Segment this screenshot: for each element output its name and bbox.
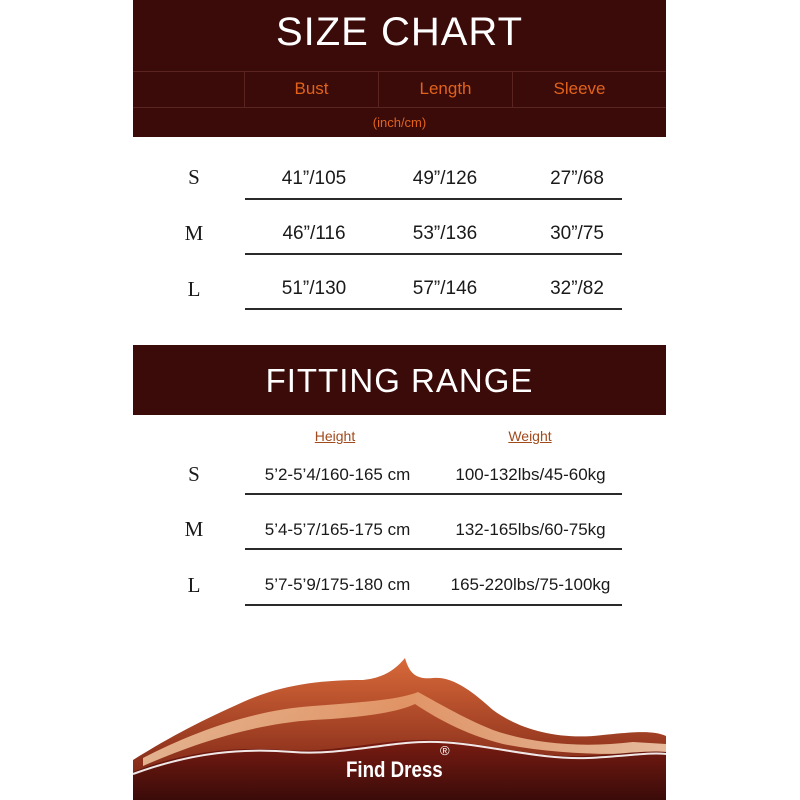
bust-value: 51”/130 — [281, 278, 347, 299]
weight-value: 132-165lbs/60-75kg — [455, 520, 606, 539]
size-label: M — [184, 517, 204, 541]
fitting-range-title: FITTING RANGE — [265, 362, 534, 399]
height-value: 5’2-5’4/160-165 cm — [264, 465, 411, 484]
size-label: S — [188, 462, 200, 486]
column-height: Height — [314, 428, 356, 444]
sleeve-value: 32”/82 — [550, 278, 604, 299]
fitting-range-header — [133, 345, 666, 415]
weight-value: 100-132lbs/45-60kg — [455, 465, 606, 484]
header-divider-top — [133, 71, 666, 72]
sleeve-value: 30”/75 — [550, 223, 604, 244]
size-label: L — [187, 573, 201, 597]
length-value: 49”/126 — [412, 168, 478, 189]
registered-mark: ® — [440, 743, 450, 758]
row-divider — [245, 493, 622, 495]
row-divider — [245, 198, 622, 200]
column-bust: Bust — [294, 79, 329, 98]
length-value: 53”/136 — [412, 223, 478, 244]
height-value: 5’7-5’9/175-180 cm — [264, 575, 411, 594]
unit-note: (inch/cm) — [372, 115, 427, 130]
row-divider — [245, 604, 622, 606]
size-label: M — [184, 221, 204, 245]
size-chart-header — [133, 0, 666, 137]
bust-value: 41”/105 — [281, 168, 347, 189]
brand-logo-text: Find Dress — [346, 757, 443, 782]
row-divider — [245, 308, 622, 310]
header-divider-bottom — [133, 107, 666, 108]
height-value: 5’4-5’7/165-175 cm — [264, 520, 411, 539]
column-sleeve: Sleeve — [553, 79, 606, 98]
size-label: L — [187, 277, 201, 301]
row-divider — [245, 548, 622, 550]
column-weight: Weight — [508, 428, 552, 444]
sleeve-value: 27”/68 — [550, 168, 604, 189]
row-divider — [245, 253, 622, 255]
size-label: S — [188, 165, 200, 189]
length-value: 57”/146 — [412, 278, 478, 299]
column-length: Length — [419, 79, 472, 98]
weight-value: 165-220lbs/75-100kg — [450, 575, 611, 594]
size-chart-title: SIZE CHART — [275, 10, 524, 54]
bust-value: 46”/116 — [282, 223, 346, 244]
